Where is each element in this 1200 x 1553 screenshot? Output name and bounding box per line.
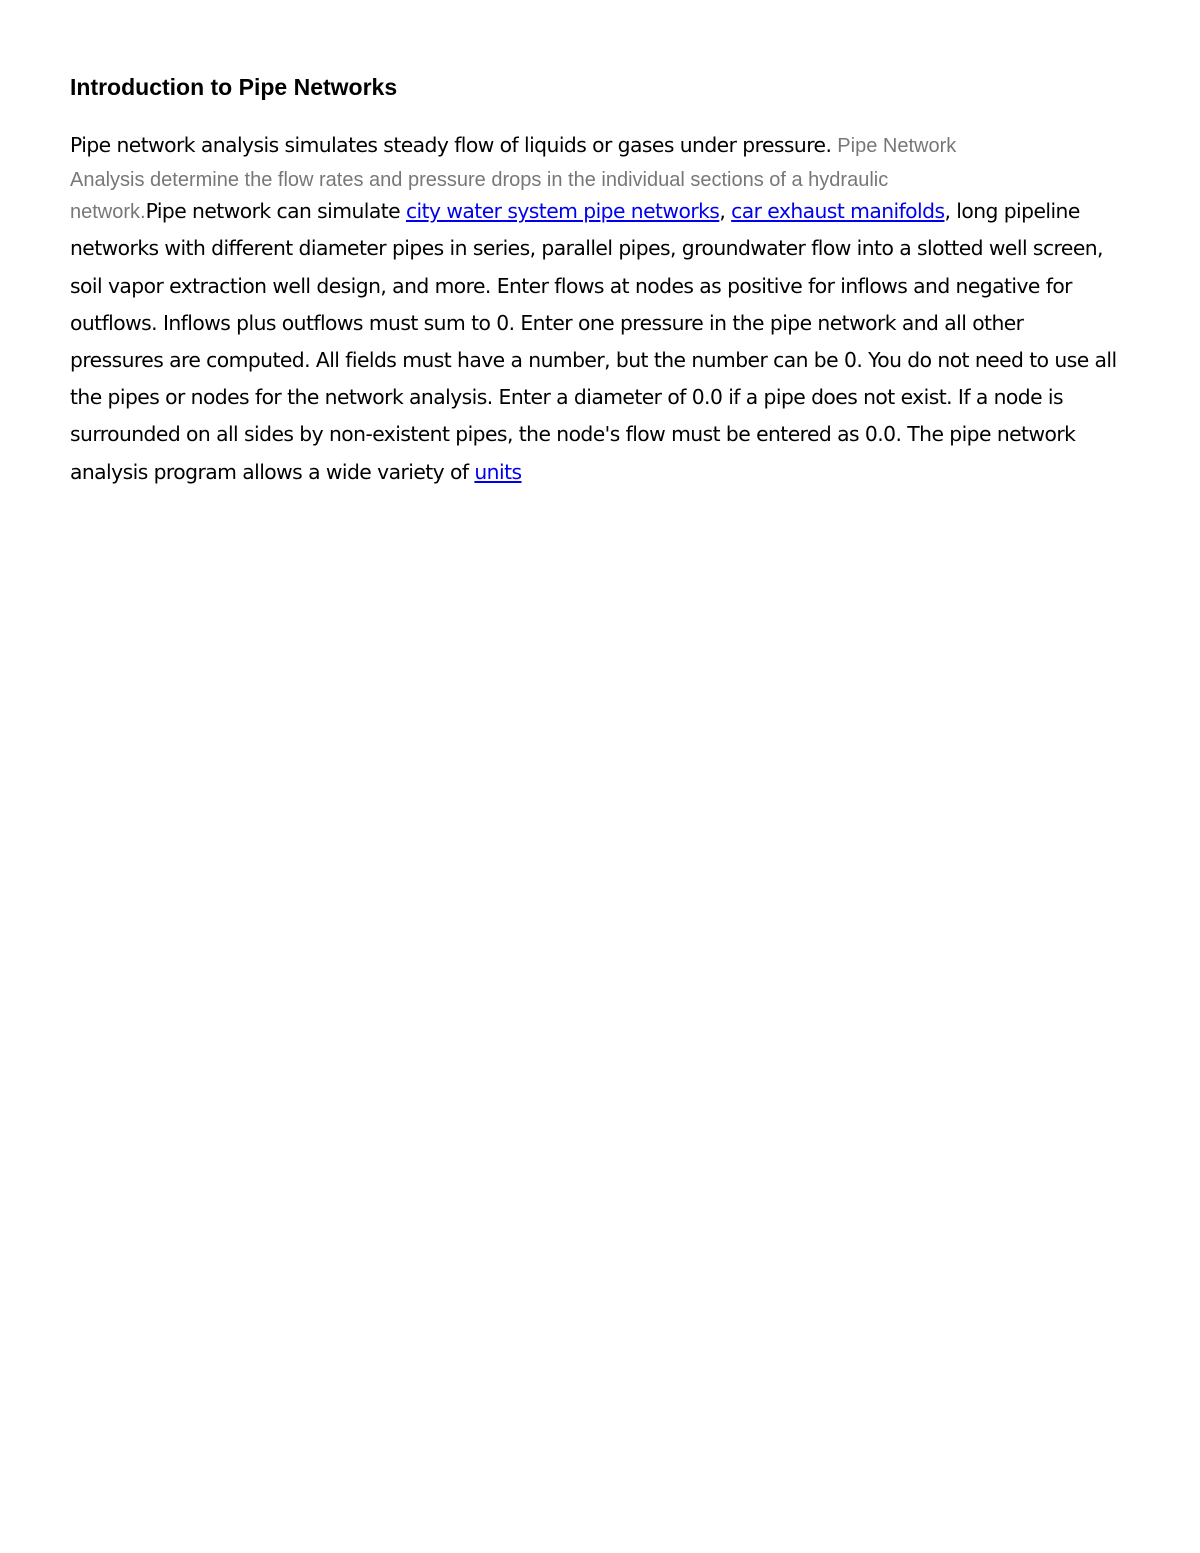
gray-sentence-line-2: Analysis determine the flow rates and pressure drops in the individual sections of a hydraulic bbox=[70, 169, 889, 192]
link-separator: , bbox=[719, 199, 732, 224]
city-water-link[interactable]: city water system pipe networks bbox=[405, 199, 720, 224]
intro-paragraph bbox=[70, 127, 1120, 491]
lead-sentence: Pipe network analysis simulates steady flow of liquids or gases under pressure. bbox=[70, 133, 832, 157]
car-exhaust-link[interactable]: car exhaust manifolds bbox=[731, 199, 945, 224]
gray-sentence-line-1: Pipe Network bbox=[837, 135, 957, 157]
units-link[interactable]: units bbox=[474, 459, 522, 484]
page-title: Introduction to Pipe Networks bbox=[70, 74, 398, 100]
simulate-text: Pipe network can simulate bbox=[145, 199, 406, 224]
gray-sentence-line-3: network. bbox=[70, 201, 146, 224]
paragraph-body-text: , long pipeline networks with different diameter pipes in series, parallel pipes, groundwater flow into a slotted well screen, soil vapor extraction well design, and more. Enter flows at nodes as positive for inflows and negative for outflows. Inflows plus outflows must sum to 0. Enter one pressure in the pipe network and all other pressures are computed. All fields must have a number, but the number can be 0. You do not need to use all the pipes or nodes for the network analysis. Enter a diameter of 0.0 if a pipe does not exist. If a node is surrounded on all sides by non-existent pipes, the node's flow must be entered as 0.0. The pipe network analysis program allows a wide variety of bbox=[70, 199, 1117, 484]
